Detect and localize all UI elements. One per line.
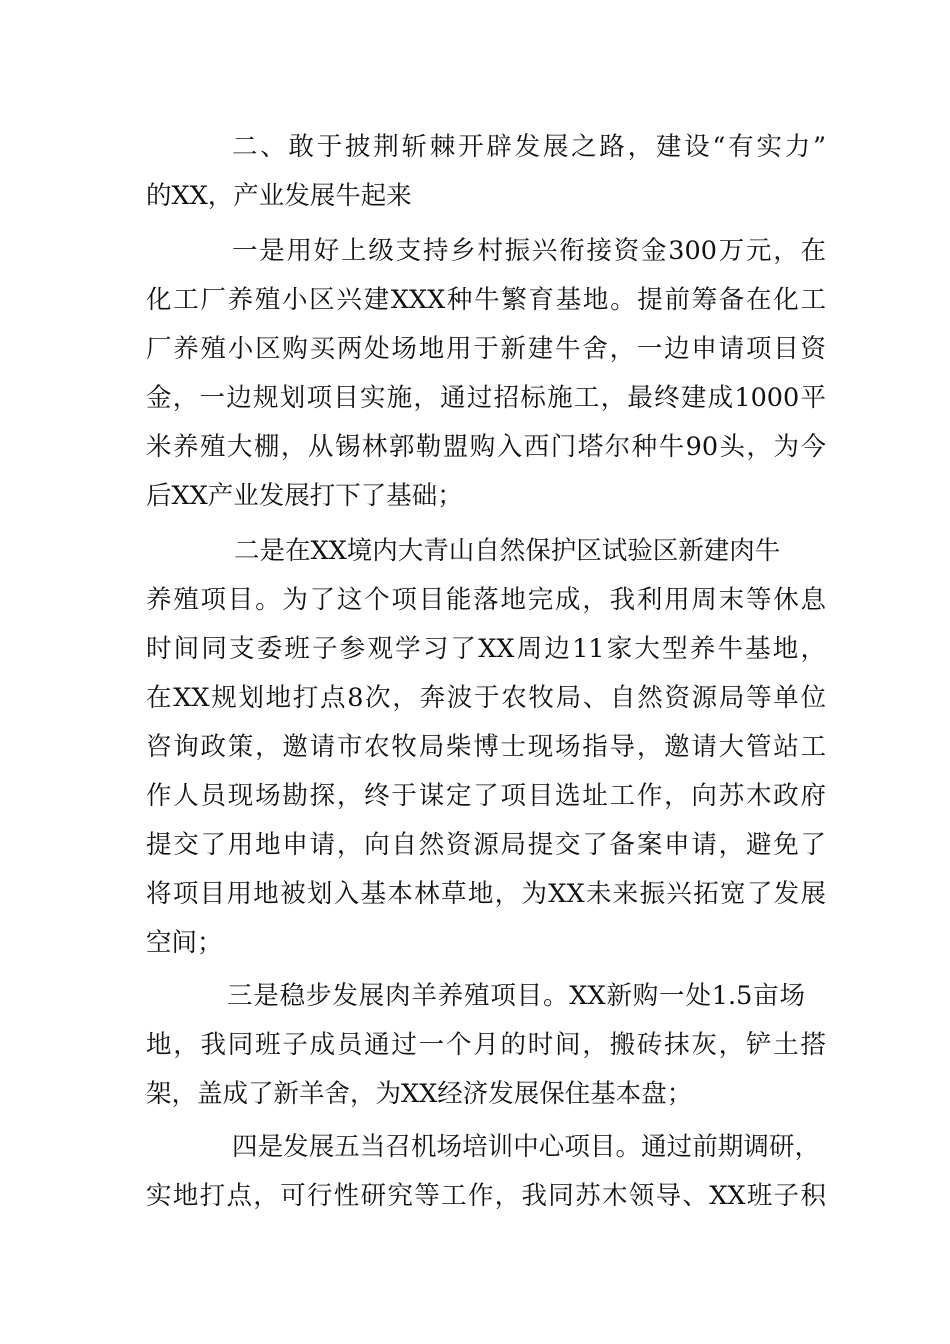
paragraph-3-line-3: 架，盖成了新羊舍，为XX经济发展保住基本盘；: [146, 1079, 693, 1109]
paragraph-1-line-2: 化工厂养殖小区兴建XXX种牛繁育基地。提前筹备在化工: [146, 285, 826, 315]
paragraph-1-line-4: 金，一边规划项目实施，通过招标施工，最终建成1000平: [146, 383, 826, 413]
paragraph-3-line-1: 三是稳步发展肉羊养殖项目。XX新购一处1.5亩场: [227, 981, 805, 1011]
paragraph-1-line-6: 后XX产业发展打下了基础；: [146, 481, 463, 511]
paragraph-2-line-4: 在XX规划地打点8次，奔波于农牧局、自然资源局等单位: [146, 683, 826, 713]
paragraph-1-line-3: 厂养殖小区购买两处场地用于新建牛舍，一边申请项目资: [146, 334, 826, 364]
paragraph-4-line-1: 四是发展五当召机场培训中心项目。通过前期调研，: [232, 1132, 820, 1162]
paragraph-3-line-2: 地，我同班子成员通过一个月的时间，搬砖抹灰，铲土搭: [146, 1030, 826, 1060]
paragraph-4-line-2: 实地打点，可行性研究等工作，我同苏木领导、XX班子积: [146, 1181, 826, 1211]
section-heading-line-2: 的XX，产业发展牛起来: [146, 181, 412, 211]
paragraph-1-line-1: 一是用好上级支持乡村振兴衔接资金300万元，在: [232, 236, 826, 266]
paragraph-2-line-9: 空间；: [146, 928, 223, 958]
paragraph-1-line-5: 米养殖大棚，从锡林郭勒盟购入西门塔尔种牛90头，为今: [146, 432, 826, 462]
paragraph-2-line-5: 咨询政策，邀请市农牧局柴博士现场指导，邀请大管站工: [146, 732, 826, 762]
paragraph-2-line-3: 时间同支委班子参观学习了XX周边11家大型养牛基地，: [146, 634, 826, 664]
section-heading-line-1: 二、敢于披荆斩棘开辟发展之路，建设“有实力”: [232, 132, 826, 162]
paragraph-2-line-1: 二是在XX境内大青山自然保护区试验区新建肉牛: [234, 536, 781, 566]
paragraph-2-line-6: 作人员现场勘探，终于谋定了项目选址工作，向苏木政府: [146, 781, 826, 811]
paragraph-2-line-2: 养殖项目。为了这个项目能落地完成，我利用周末等休息: [146, 585, 826, 615]
paragraph-2-line-8: 将项目用地被划入基本林草地，为XX未来振兴拓宽了发展: [146, 879, 826, 909]
paragraph-2-line-7: 提交了用地申请，向自然资源局提交了备案申请，避免了: [146, 830, 826, 860]
